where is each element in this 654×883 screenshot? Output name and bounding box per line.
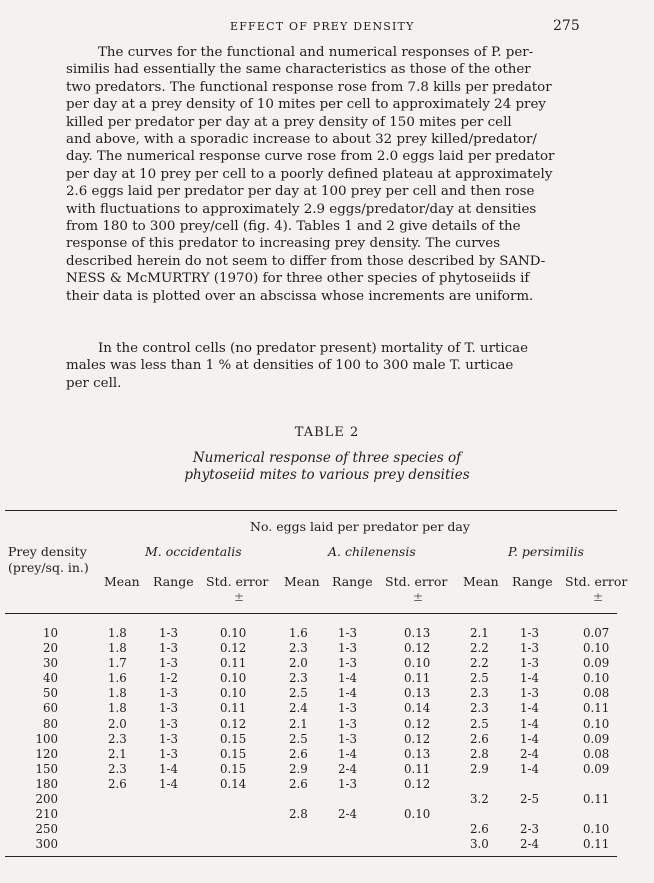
text-line: day. The numerical response curve rose from 2.0 eggs laid per predator xyxy=(66,149,555,165)
text-line: In the control cells (no predator present) mortality of T. urticae xyxy=(98,341,529,356)
cell-mo-std-error: 0.12 xyxy=(220,716,247,731)
cell-ac-mean: 2.1 xyxy=(289,716,308,731)
cell-pp-range: 1-4 xyxy=(520,716,539,731)
col-header-mean: Mean xyxy=(284,574,320,589)
cell-mo-mean: 2.1 xyxy=(108,746,127,761)
text-line: per day at 10 prey per cell to a poorly defined plateau at approximately xyxy=(66,166,553,182)
cell-pp-range: 1-4 xyxy=(520,671,539,686)
table-row xyxy=(0,747,654,762)
cell-ac-range: 1-3 xyxy=(338,701,357,716)
cell-mo-std-error: 0.10 xyxy=(220,671,247,686)
cell-mo-mean: 2.3 xyxy=(108,731,127,746)
text-line: from 180 to 300 prey/cell (fig. 4). Tables 1 and 2 give details of the xyxy=(66,219,521,235)
cell-ac-std-error: 0.12 xyxy=(404,776,431,791)
cell-ac-std-error: 0.12 xyxy=(404,641,431,656)
cell-mo-std-error: 0.11 xyxy=(220,656,247,671)
cell-mo-range: 1-3 xyxy=(159,626,178,640)
cell-prey-density: 210 xyxy=(35,807,58,822)
cell-ac-mean: 2.8 xyxy=(289,807,308,822)
prey-density-header: Prey density xyxy=(8,544,87,559)
cell-pp-range: 1-4 xyxy=(520,701,539,716)
cell-pp-range: 1-4 xyxy=(520,731,539,746)
cell-pp-std-error: 0.09 xyxy=(583,731,610,746)
cell-pp-mean: 2.6 xyxy=(470,731,489,746)
cell-ac-std-error: 0.12 xyxy=(404,716,431,731)
cell-mo-mean: 2.3 xyxy=(108,761,127,776)
table-top-rule xyxy=(5,510,617,511)
table-row xyxy=(0,626,654,641)
table-caption xyxy=(0,450,654,484)
text-line: killed per predator per day at a prey density of 150 mites per cell xyxy=(66,114,512,130)
cell-mo-mean: 1.6 xyxy=(108,671,127,686)
text-line: NESS & McMURTRY (1970) for three other species of phytoseiids if xyxy=(66,271,530,287)
cell-prey-density: 150 xyxy=(35,761,58,776)
cell-prey-density: 30 xyxy=(42,656,58,671)
cell-mo-std-error: 0.15 xyxy=(220,746,247,761)
cell-pp-range: 2-3 xyxy=(520,822,539,837)
cell-ac-range: 1-4 xyxy=(338,671,357,686)
cell-mo-range: 1-3 xyxy=(159,656,178,671)
table-row xyxy=(0,656,654,671)
cell-mo-range: 1-3 xyxy=(159,701,178,716)
table-row xyxy=(0,777,654,792)
cell-mo-mean: 1.8 xyxy=(108,686,127,701)
cell-prey-density: 250 xyxy=(35,822,58,837)
table-bottom-rule xyxy=(5,856,617,857)
cell-ac-std-error: 0.12 xyxy=(404,731,431,746)
prey-density-unit: (prey/sq. in.) xyxy=(8,560,89,575)
cell-mo-std-error: 0.12 xyxy=(220,641,247,656)
cell-mo-std-error: 0.14 xyxy=(220,776,247,791)
cell-mo-std-error: 0.10 xyxy=(220,626,247,640)
text-line: similis had essentially the same characteristics as those of the other xyxy=(66,62,531,78)
text-line: males was less than 1 % at densities of 100 to 300 male T. urticae xyxy=(66,358,514,374)
cell-pp-std-error: 0.11 xyxy=(583,792,610,807)
cell-pp-range: 2-4 xyxy=(520,837,539,852)
cell-ac-std-error: 0.14 xyxy=(404,701,431,716)
cell-ac-mean: 2.0 xyxy=(289,656,308,671)
cell-pp-mean: 2.3 xyxy=(470,686,489,701)
plus-minus-symbol: ± xyxy=(593,590,604,604)
cell-pp-range: 2-4 xyxy=(520,746,539,761)
cell-ac-std-error: 0.13 xyxy=(404,746,431,761)
cell-ac-std-error: 0.13 xyxy=(404,626,431,640)
cell-mo-mean: 1.8 xyxy=(108,641,127,656)
cell-pp-range: 2-5 xyxy=(520,792,539,807)
running-head xyxy=(0,18,654,38)
table-row xyxy=(0,837,654,852)
cell-pp-mean: 2.3 xyxy=(470,701,489,716)
cell-ac-range: 1-4 xyxy=(338,686,357,701)
col-header-range: Range xyxy=(512,574,553,589)
cell-mo-range: 1-4 xyxy=(159,776,178,791)
cell-mo-range: 1-3 xyxy=(159,686,178,701)
cell-prey-density: 50 xyxy=(42,686,58,701)
text-line: 2.6 eggs laid per predator per day at 100 prey per cell and then rose xyxy=(66,184,535,200)
cell-mo-range: 1-3 xyxy=(159,746,178,761)
cell-mo-mean: 2.0 xyxy=(108,716,127,731)
text-line: two predators. The functional response rose from 7.8 kills per predator xyxy=(66,79,552,95)
cell-prey-density: 80 xyxy=(42,716,58,731)
cell-prey-density: 40 xyxy=(42,671,58,686)
col-header-mean: Mean xyxy=(104,574,140,589)
cell-pp-mean: 2.5 xyxy=(470,671,489,686)
table-row xyxy=(0,732,654,747)
col-header-std-error: Std. error xyxy=(385,574,448,589)
cell-prey-density: 300 xyxy=(35,837,58,852)
cell-ac-mean: 2.3 xyxy=(289,641,308,656)
cell-ac-range: 1-4 xyxy=(338,746,357,761)
cell-mo-range: 1-4 xyxy=(159,761,178,776)
text-line: response of this predator to increasing prey density. The curves xyxy=(66,236,501,252)
cell-mo-mean: 1.7 xyxy=(108,656,127,671)
table-row xyxy=(0,807,654,822)
cell-ac-mean: 2.5 xyxy=(289,731,308,746)
cell-pp-std-error: 0.11 xyxy=(583,837,610,852)
species-header-p-persimilis: P. persimilis xyxy=(508,544,584,559)
cell-ac-std-error: 0.11 xyxy=(404,761,431,776)
cell-prey-density: 10 xyxy=(42,626,58,640)
cell-pp-std-error: 0.09 xyxy=(583,761,610,776)
cell-pp-mean: 2.1 xyxy=(470,626,489,640)
cell-pp-std-error: 0.09 xyxy=(583,656,610,671)
cell-mo-mean: 2.6 xyxy=(108,776,127,791)
cell-pp-std-error: 0.10 xyxy=(583,641,610,656)
cell-pp-range: 1-4 xyxy=(520,761,539,776)
cell-prey-density: 100 xyxy=(35,731,58,746)
cell-ac-mean: 2.5 xyxy=(289,686,308,701)
text-line: per cell. xyxy=(66,375,122,391)
plus-minus-symbol: ± xyxy=(413,590,424,604)
cell-ac-mean: 1.6 xyxy=(289,626,308,640)
col-header-std-error: Std. error xyxy=(565,574,628,589)
cell-ac-mean: 2.6 xyxy=(289,746,308,761)
cell-pp-std-error: 0.10 xyxy=(583,716,610,731)
cell-prey-density: 200 xyxy=(35,792,58,807)
cell-ac-mean: 2.3 xyxy=(289,671,308,686)
cell-ac-range: 1-3 xyxy=(338,641,357,656)
table-header-rule xyxy=(5,613,617,614)
cell-ac-mean: 2.9 xyxy=(289,761,308,776)
text-line: and above, with a sporadic increase to about 32 prey killed/predator/ xyxy=(66,132,537,148)
cell-pp-range: 1-3 xyxy=(520,656,539,671)
cell-ac-range: 2-4 xyxy=(338,807,357,822)
cell-pp-mean: 2.5 xyxy=(470,716,489,731)
table-row xyxy=(0,641,654,656)
cell-mo-std-error: 0.15 xyxy=(220,731,247,746)
cell-pp-range: 1-3 xyxy=(520,641,539,656)
text-line: per day at a prey density of 10 mites per cell to approximately 24 prey xyxy=(66,97,546,113)
table-row xyxy=(0,822,654,837)
cell-prey-density: 20 xyxy=(42,641,58,656)
cell-pp-std-error: 0.11 xyxy=(583,701,610,716)
table-body xyxy=(0,626,654,852)
species-header-m-occidentalis: M. occidentalis xyxy=(145,544,242,559)
cell-mo-range: 1-3 xyxy=(159,731,178,746)
cell-pp-std-error: 0.08 xyxy=(583,746,610,761)
cell-pp-mean: 3.2 xyxy=(470,792,489,807)
text-line: described herein do not seem to differ from those described by SAND- xyxy=(66,253,546,269)
cell-prey-density: 60 xyxy=(42,701,58,716)
species-header-a-chilenensis: A. chilenensis xyxy=(328,544,416,559)
cell-mo-std-error: 0.10 xyxy=(220,686,247,701)
caption-line: phytoseiid mites to various prey densities xyxy=(184,467,470,483)
cell-ac-range: 2-4 xyxy=(338,761,357,776)
col-header-range: Range xyxy=(332,574,373,589)
cell-ac-std-error: 0.11 xyxy=(404,671,431,686)
table-row xyxy=(0,717,654,732)
text-line: their data is plotted over an abscissa whose increments are uniform. xyxy=(66,288,534,304)
cell-ac-range: 1-3 xyxy=(338,716,357,731)
paragraph-responses xyxy=(66,44,586,305)
cell-pp-mean: 3.0 xyxy=(470,837,489,852)
cell-ac-range: 1-3 xyxy=(338,626,357,640)
table-row xyxy=(0,792,654,807)
cell-ac-mean: 2.6 xyxy=(289,776,308,791)
table-row xyxy=(0,686,654,701)
table-row xyxy=(0,671,654,686)
cell-mo-range: 1-3 xyxy=(159,641,178,656)
cell-mo-std-error: 0.15 xyxy=(220,761,247,776)
cell-pp-std-error: 0.08 xyxy=(583,686,610,701)
cell-pp-std-error: 0.10 xyxy=(583,822,610,837)
paragraph-control-cells xyxy=(66,340,586,392)
table-label: TABLE 2 xyxy=(294,425,360,440)
group-header: No. eggs laid per predator per day xyxy=(250,519,470,534)
col-header-std-error: Std. error xyxy=(206,574,269,589)
cell-mo-range: 1-3 xyxy=(159,716,178,731)
cell-prey-density: 180 xyxy=(35,776,58,791)
cell-ac-range: 1-3 xyxy=(338,731,357,746)
cell-mo-std-error: 0.11 xyxy=(220,701,247,716)
caption-line: Numerical response of three species of xyxy=(192,450,462,466)
cell-mo-range: 1-2 xyxy=(159,671,178,686)
cell-mo-mean: 1.8 xyxy=(108,701,127,716)
cell-ac-range: 1-3 xyxy=(338,656,357,671)
cell-pp-mean: 2.6 xyxy=(470,822,489,837)
text-line: The curves for the functional and numerical responses of P. per- xyxy=(98,45,534,60)
cell-ac-range: 1-3 xyxy=(338,776,357,791)
text-line: with fluctuations to approximately 2.9 eggs/predator/day at densities xyxy=(66,201,537,217)
cell-ac-std-error: 0.10 xyxy=(404,807,431,822)
page-number: 275 xyxy=(553,18,580,34)
running-title: EFFECT OF PREY DENSITY xyxy=(230,20,415,33)
cell-mo-mean: 1.8 xyxy=(108,626,127,640)
table-row xyxy=(0,762,654,777)
cell-pp-std-error: 0.07 xyxy=(583,626,610,640)
cell-pp-mean: 2.9 xyxy=(470,761,489,776)
cell-pp-mean: 2.2 xyxy=(470,641,489,656)
col-header-range: Range xyxy=(153,574,194,589)
col-header-mean: Mean xyxy=(463,574,499,589)
cell-pp-range: 1-3 xyxy=(520,626,539,640)
cell-ac-std-error: 0.13 xyxy=(404,686,431,701)
cell-pp-std-error: 0.10 xyxy=(583,671,610,686)
cell-prey-density: 120 xyxy=(35,746,58,761)
cell-pp-range: 1-3 xyxy=(520,686,539,701)
cell-ac-std-error: 0.10 xyxy=(404,656,431,671)
cell-pp-mean: 2.8 xyxy=(470,746,489,761)
plus-minus-symbol: ± xyxy=(234,590,245,604)
cell-pp-mean: 2.2 xyxy=(470,656,489,671)
cell-ac-mean: 2.4 xyxy=(289,701,308,716)
table-row xyxy=(0,701,654,716)
